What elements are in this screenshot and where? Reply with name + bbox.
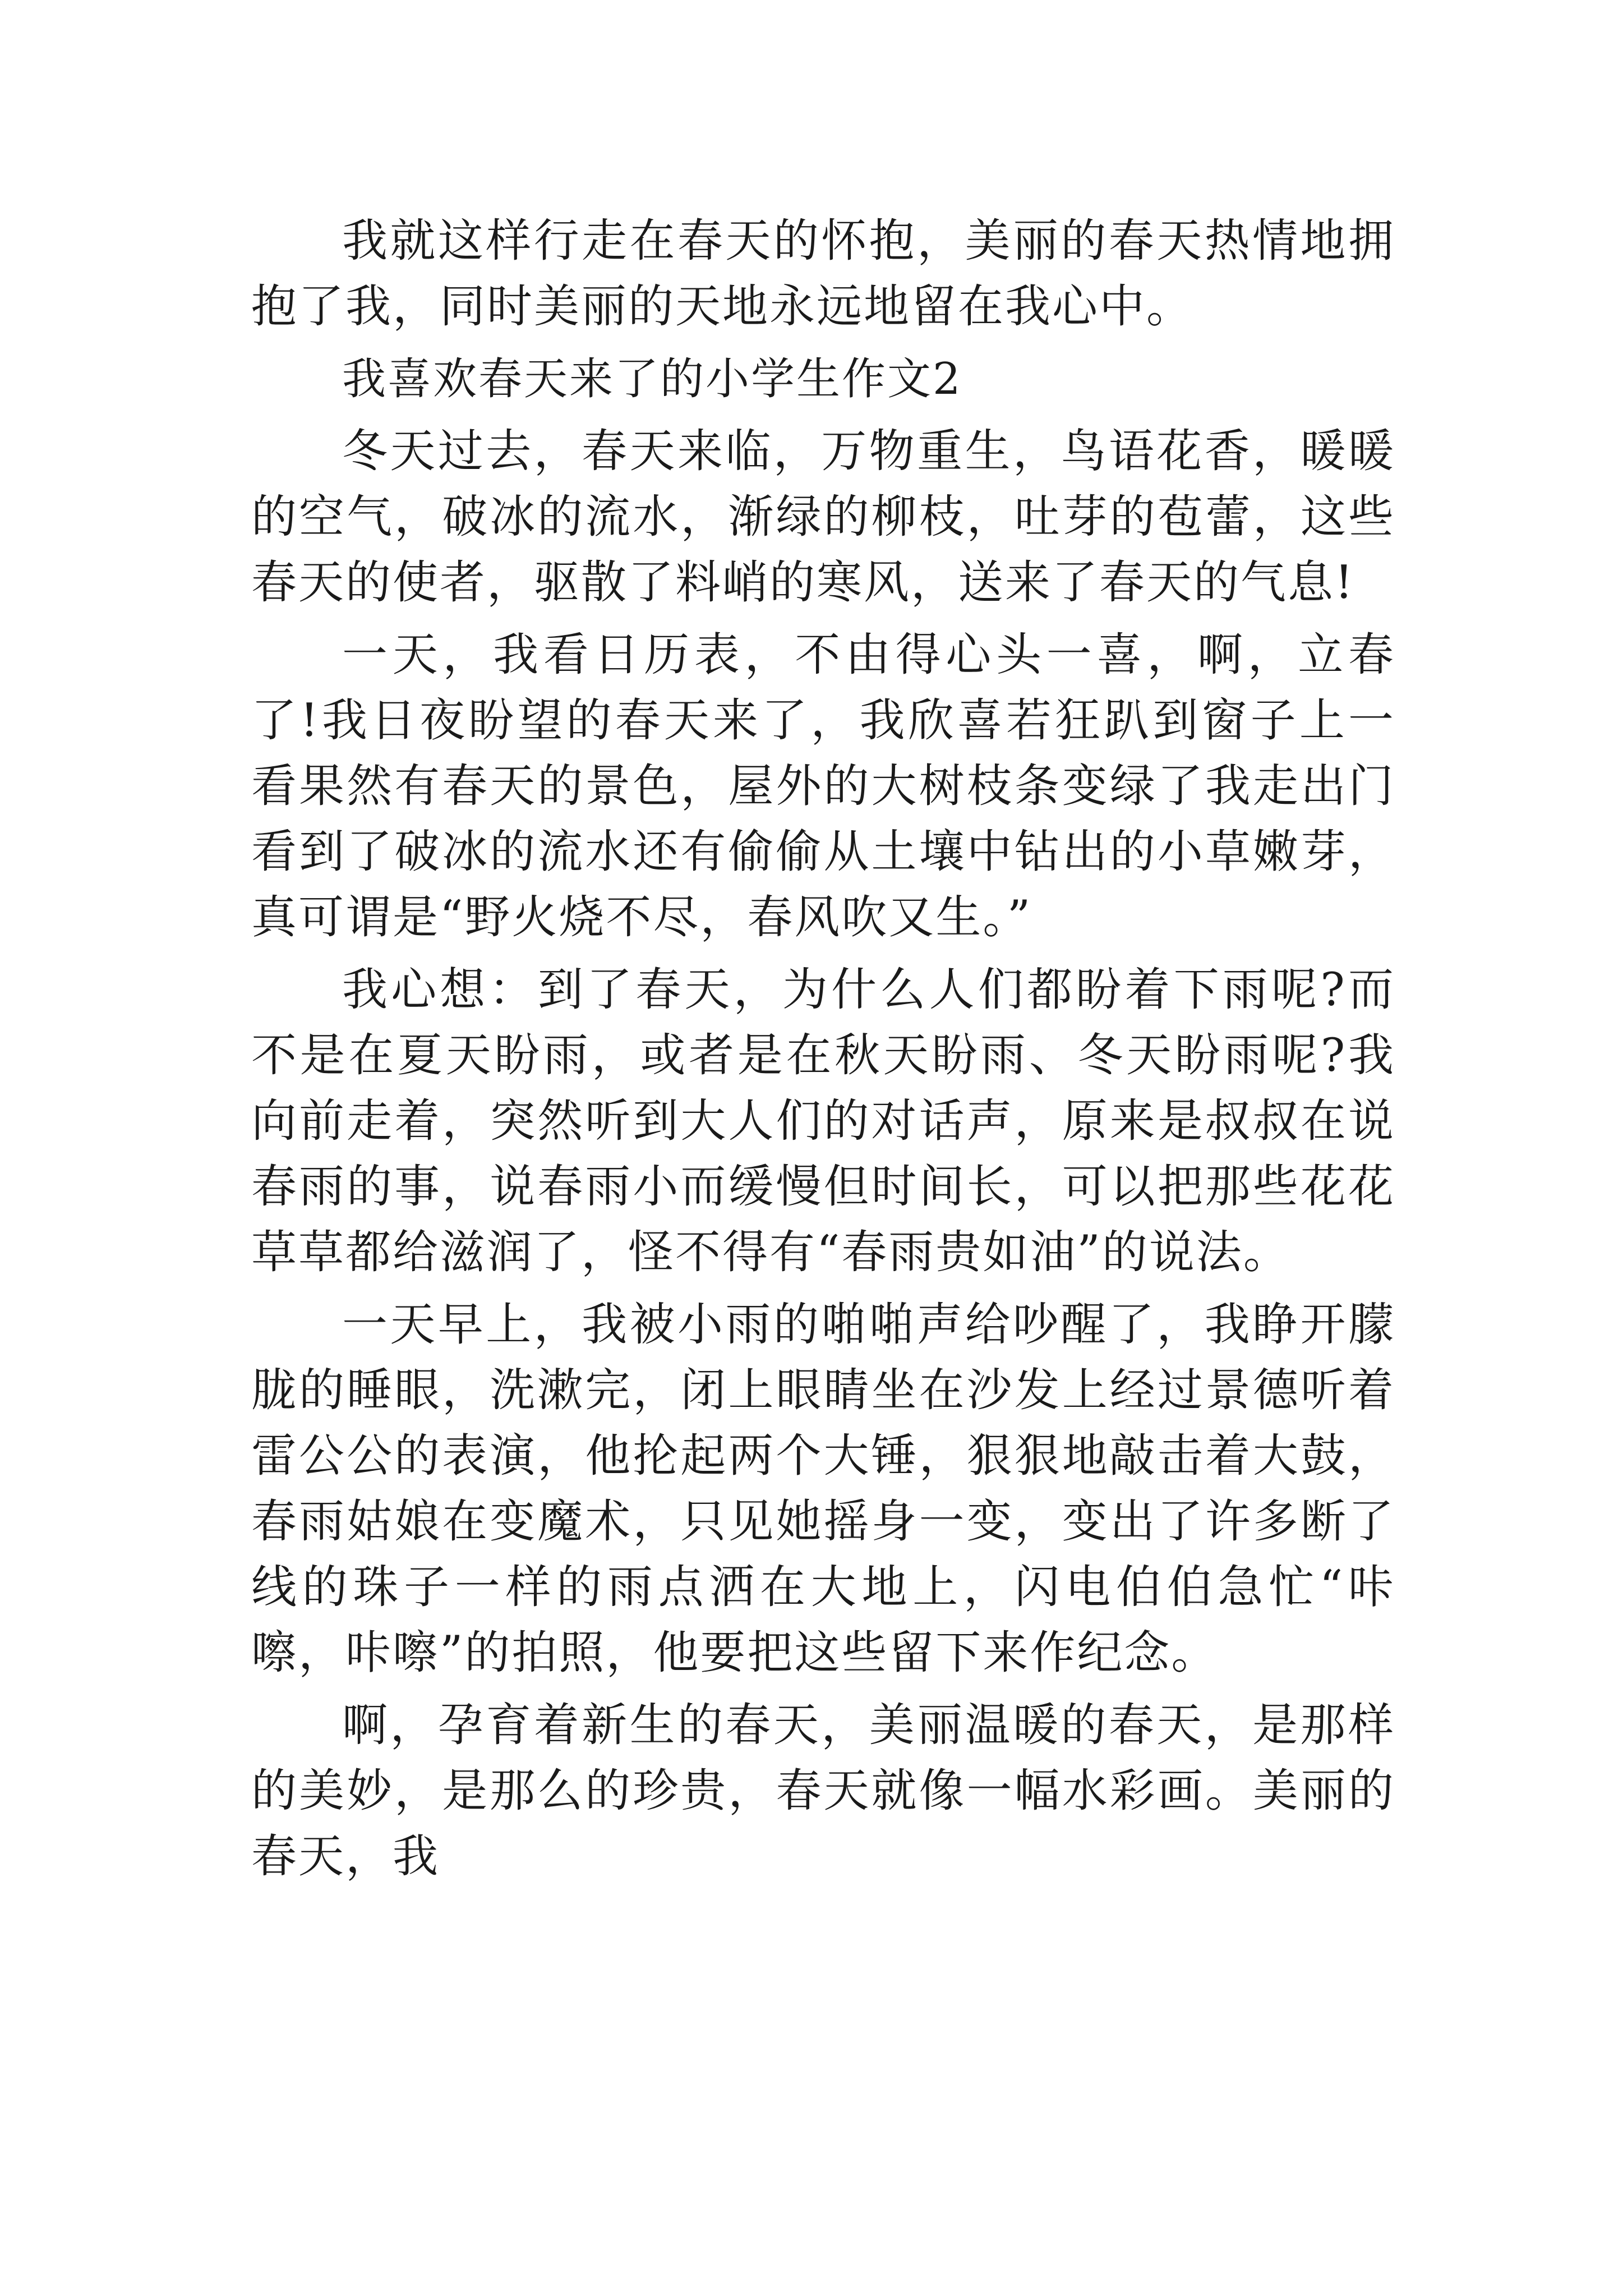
paragraph-3: 一天，我看日历表，不由得心头一喜，啊，立春了!我日夜盼望的春天来了，我欣喜若狂趴到窗子上一看果然有春天的景色，屋外的大树枝条变绿了我走出门看到了破冰的流水还有偷偷从土壤中钻出的小草嫩芽，真可谓是“野火烧不尽，春风吹又生。” xyxy=(251,629,1395,944)
paragraph-6: 啊，孕育着新生的春天，美丽温暖的春天，是那样的美妙，是那么的珍贵，春天就像一幅水彩画。美丽的春天，我 xyxy=(251,1699,1395,1883)
essay-heading: 我喜欢春天来了的小学生作文2 xyxy=(342,354,962,404)
document-body xyxy=(251,209,1395,1897)
paragraph-2: 冬天过去，春天来临，万物重生，鸟语花香，暖暖的空气，破冰的流水，渐绿的柳枝，吐芽的苞蕾，这些春天的使者，驱散了料峭的寒风，送来了春天的气息! xyxy=(251,425,1395,609)
paragraph-4: 我心想：到了春天，为什么人们都盼着下雨呢?而不是在夏天盼雨，或者是在秋天盼雨、冬天盼雨呢?我向前走着，突然听到大人们的对话声，原来是叔叔在说春雨的事，说春雨小而缓慢但时间长，可以把那些花花草草都给滋润了，怪不得有“春雨贵如油”的说法。 xyxy=(251,964,1395,1279)
paragraph-5: 一天早上，我被小雨的啪啪声给吵醒了，我睁开朦胧的睡眼，洗漱完，闭上眼睛坐在沙发上经过景德听着雷公公的表演，他抡起两个大锤，狠狠地敲击着大鼓，春雨姑娘在变魔术，只见她摇身一变，变出了许多断了线的珠子一样的雨点洒在大地上，闪电伯伯急忙“咔嚓，咔嚓”的拍照，他要把这些留下来作纪念。 xyxy=(251,1299,1395,1680)
paragraph-1: 我就这样行走在春天的怀抱，美丽的春天热情地拥抱了我，同时美丽的天地永远地留在我心中。 xyxy=(251,215,1395,333)
